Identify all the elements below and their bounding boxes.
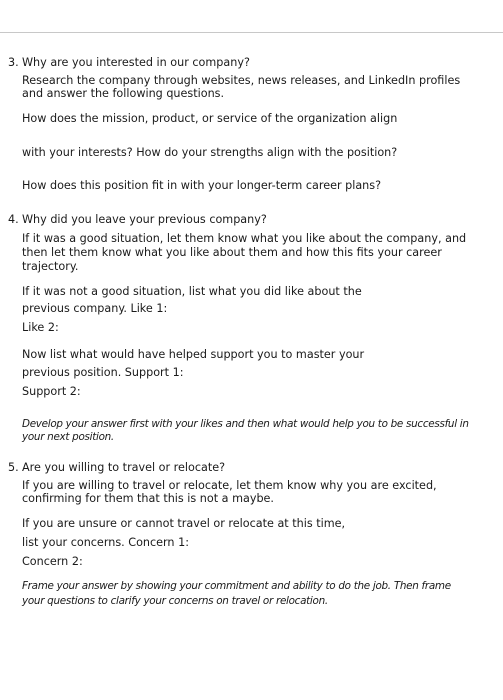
question-body-line: How does the mission, product, or service of the organization align bbox=[22, 112, 398, 125]
question-number: 3. bbox=[8, 56, 19, 69]
question-body-line: If you are unsure or cannot travel or relocate at this time, bbox=[22, 517, 346, 530]
question-note: your next position. bbox=[22, 431, 114, 443]
question-body-line: list your concerns. Concern 1: bbox=[22, 536, 189, 549]
question-body-line: Research the company through websites, news releases, and LinkedIn profiles bbox=[22, 74, 461, 87]
question-body-line: confirming for them that this is not a maybe. bbox=[22, 492, 274, 505]
question-note: Frame your answer by showing your commitment and ability to do the job. Then frame bbox=[22, 580, 451, 592]
top-divider bbox=[0, 32, 503, 33]
question-title: Are you willing to travel or relocate? bbox=[22, 461, 226, 474]
question-body-line: trajectory. bbox=[22, 260, 79, 273]
question-body-line: If you are willing to travel or relocate, let them know why you are excited, bbox=[22, 479, 437, 492]
question-title: Why did you leave your previous company? bbox=[22, 213, 267, 226]
question-body-line: If it was a good situation, let them know what you like about the company, and bbox=[22, 232, 467, 245]
question-body-line: previous position. Support 1: bbox=[22, 366, 184, 379]
question-body-line: Like 2: bbox=[22, 321, 59, 334]
question-body-line: then let them know what you like about them and how this fits your career bbox=[22, 246, 442, 259]
question-body-line: If it was not a good situation, list what you did like about the bbox=[22, 285, 362, 298]
question-body-line: with your interests? How do your strengths align with the position? bbox=[22, 146, 398, 159]
question-note: Develop your answer first with your likes and then what would help you to be successful in bbox=[22, 418, 469, 430]
question-body-line: Now list what would have helped support you to master your bbox=[22, 348, 365, 361]
question-number: 5. bbox=[8, 461, 19, 474]
question-body-line: Support 2: bbox=[22, 385, 81, 398]
question-body-line: previous company. Like 1: bbox=[22, 302, 168, 315]
question-body-line: Concern 2: bbox=[22, 555, 83, 568]
question-body-line: and answer the following questions. bbox=[22, 87, 225, 100]
question-note: your questions to clarify your concerns on travel or relocation. bbox=[22, 595, 328, 607]
question-title: Why are you interested in our company? bbox=[22, 56, 250, 69]
question-number: 4. bbox=[8, 213, 19, 226]
question-body-line: How does this position fit in with your longer-term career plans? bbox=[22, 179, 382, 192]
